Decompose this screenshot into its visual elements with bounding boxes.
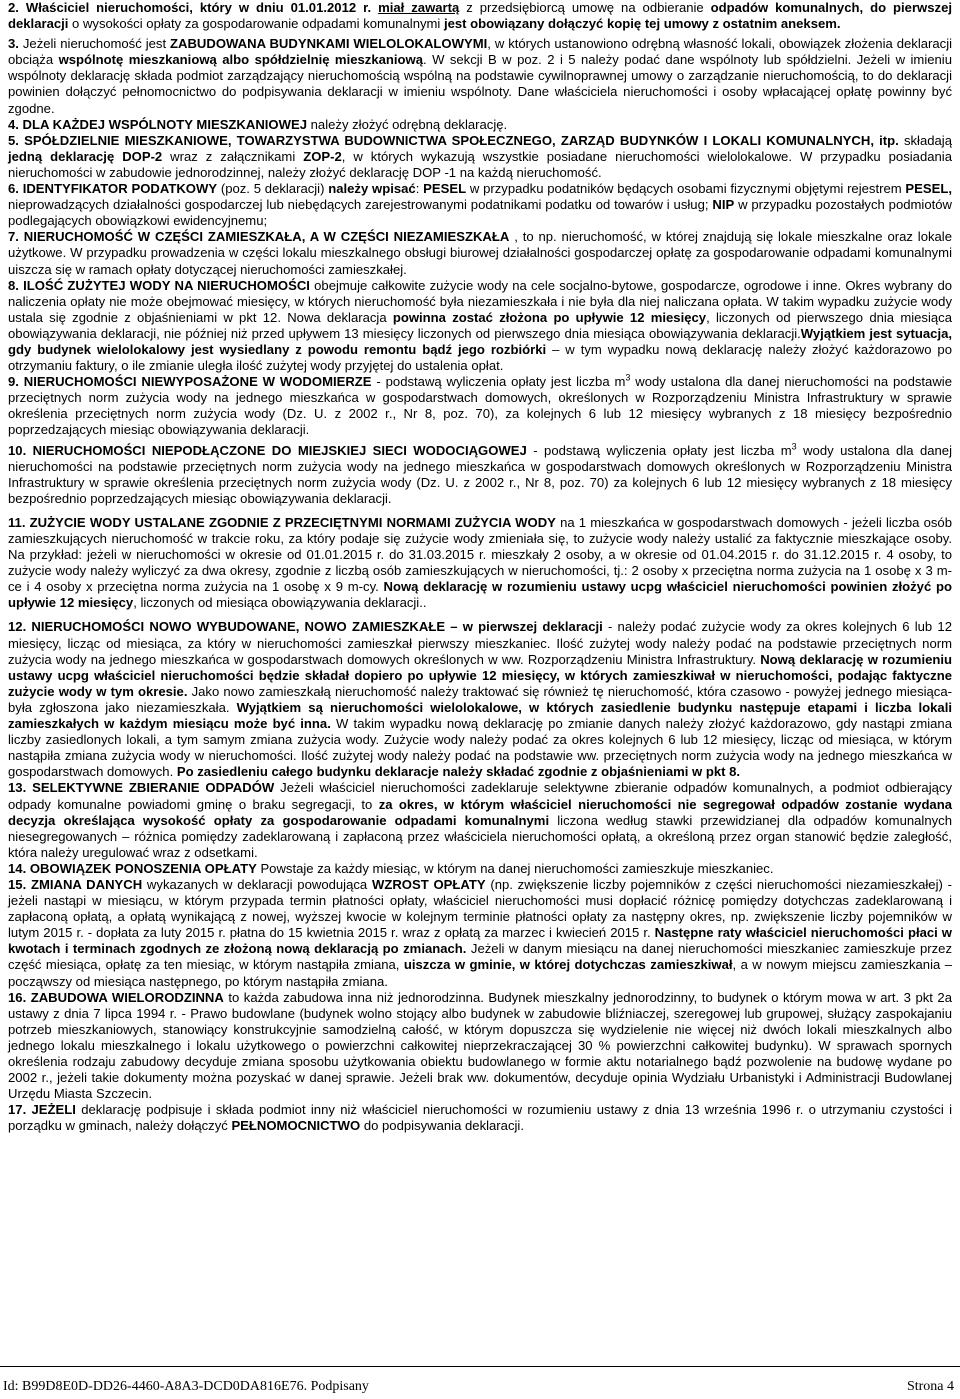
section-5-text-4: W przypadku posiadania nieruchomości w zabudowie jednorodzinnej, należy złożyć deklarację DOP -1 na każdą nieruchomość. xyxy=(8,148,952,180)
section-7-text: , to np. nieruchomość, w której znajdują się lokale mieszkalne oraz lokale użytkowe. W przypadku prowadzenia w części lokalu mieszkalnego obsługi biurowej działalności gospodarczej opłatę za gospodarowanie odpadami komunalnymi uiszcza się w ramach opłaty dotyczącej nieruchomości zamieszkałej. xyxy=(8,229,952,277)
section-2-text-2: o wysokości opłaty za gospodarowanie odpadami komunalnymi xyxy=(68,16,444,32)
section-6-heading: 6. IDENTYFIKATOR PODATKOWY xyxy=(8,181,218,197)
section-8-bold: powinna zostać złożona po upływie 12 miesięcy xyxy=(392,309,707,325)
section-11-text-2: , liczonych od miesiąca obowiązywania deklaracji.. xyxy=(133,595,427,611)
section-8 xyxy=(8,278,952,375)
section-6-text-2: : xyxy=(415,181,424,197)
section-12-heading: 12. NIERUCHOMOŚCI NOWO WYBUDOWANE, NOWO ZAMIESZKAŁE – w pierwszej deklaracji xyxy=(8,619,603,635)
section-3-text: Jeżeli nieruchomość jest xyxy=(22,36,171,52)
section-8-text-2: , liczonych od pierwszego dnia miesiąca obowiązywania deklaracji, nie później niż przed upływem 13 miesięcy liczonych od pierwszego dnia miesiąca obowiązywania deklaracji. xyxy=(8,309,952,341)
section-13-text: Jeżeli właściciel nieruchomości zadeklaruje selektywne zbieranie odpadów komunalnych, a podmiot odbierający odpady komunalne powiadomi gminę o braku segregacji, to xyxy=(8,780,952,812)
section-15-text-3: Jeżeli w danym miesiącu na danej nieruchomości mieszkaniec zamieszkuje przez część miesiąca, opłatę za ten miesiąc, w którym nastąpiła zmiana, xyxy=(8,941,952,973)
section-15-bold-3: uiszcza w gminie, w której dotychczas zamieszkiwał xyxy=(403,957,733,973)
section-14-text: Powstaje za każdy miesiąc, w którym na danej nieruchomości zamieszkuje mieszkaniec. xyxy=(256,860,774,876)
section-3 xyxy=(8,36,952,116)
section-2-bold-2: jest obowiązany dołączyć kopię tej umowy z ostatnim aneksem. xyxy=(443,16,841,32)
section-3-text-4: Jeżeli w imieniu wspólnoty deklarację składa podmiot zarządzający nieruchomością wspólną na podstawie cywilnoprawnej umowy o zarządzanie nieruchomością, to do deklaracji powinien dołączyć pełnomocnictwo do podpisywania deklaracji w imieniu wspólnoty. Dane właściciela nieruchomości i osoby wpłacającej opłatę powinny być zgodne. xyxy=(8,52,952,116)
section-9-text: - podstawą wyliczenia opłaty jest liczba m xyxy=(371,374,626,390)
document-id: Id: B99D8E0D-DD26-4460-A8A3-DCD0DA816E76. Podpisany xyxy=(3,1379,369,1394)
section-12-bold: Nową deklarację w rozumieniu ustawy ucpg właściciel nieruchomości będzie składał dopiero po upływie 12 miesięcy, w których zamieszkiwał w nieruchomości, podając faktyczne zużycie wody w tym okresie. xyxy=(8,651,952,699)
section-5-text: składają xyxy=(898,132,952,148)
section-5-bold-2: ZOP-2 xyxy=(303,148,342,164)
section-9-text-2: wody ustalona dla danej nieruchomości na podstawie przeciętnych norm zużycia wody na jednego mieszkańca w gospodarstwach domowych, określonych w Rozporządzeniu Ministra Infrastruktury w sprawie określenia przeciętnych norm zużycia wody (Dz. U. z 2002 r., Nr 8, poz. 70), za kolejnych 6 lub 12 miesięcy wybranych z 18 miesięcy bezpośrednio poprzedzających miesiąc obowiązywania deklaracji. xyxy=(8,374,952,438)
section-4 xyxy=(8,117,952,133)
section-4-text: należy złożyć odrębną deklarację. xyxy=(307,116,508,132)
section-17-heading: 17. JEŻELI xyxy=(8,1102,76,1118)
section-8-text: obejmuje całkowite zużycie wody na cele socjalno-bytowe, gospodarcze, ogrodowe i inne. Okres wybrany do naliczenia opłaty nie może obejmować miesięcy, w których nieruchomość była niezamieszkała i nie była dla niej naliczana opłata. W takim wypadku zużycie wody ustala się zgodnie z objaśnieniami w pkt 12. Nowa deklaracja xyxy=(8,277,953,325)
section-15-heading: 15. ZMIANA DANYCH xyxy=(8,876,143,892)
section-6-text-5: w przypadku pozostałych podmiotów podlegających obowiązkowi ewidencyjnemu; xyxy=(8,197,952,229)
section-6-bold: należy wpisać xyxy=(328,181,416,197)
section-10 xyxy=(8,443,952,507)
section-12-text: - należy podać zużycie wody za okres kolejnych 6 lub 12 miesięcy, licząc od miesiąca, za który w nieruchomości zamieszkał pierwszy mieszkaniec. Ilość zużytej wody należy podać na podstawie przeciętnych norm zużycia wody na jednego mieszkańca w gospodarstwach domowych określonych w ww. Rozporządzeniu Ministra Infrastruktury. xyxy=(8,619,952,667)
section-6-pesel-2: PESEL, xyxy=(905,181,952,197)
section-8-heading: 8. ILOŚĆ ZUŻYTEJ WODY NA NIERUCHOMOŚCI xyxy=(8,277,310,293)
section-13 xyxy=(8,780,952,860)
section-15 xyxy=(8,877,952,990)
section-16-text: to każda zabudowa inna niż jednorodzinna. Budynek mieszkalny jednorodzinny, to budynek o którym mowa w art. 3 pkt 2a ustawy z dnia 7 lipca 1994 r. - Prawo budowlane (budynek wolno stojący albo budynek w zabudowie bliźniaczej, szeregowej lub grupowej, służący zaspokajaniu potrzeb mieszkaniowych, stanowiący konstrukcyjnie samodzielną całość, w którym dopuszcza się wydzielenie nie więcej niż dwóch lokali mieszkalnych albo jednego lokalu mieszkalnego i lokalu użytkowego o powierzchni całkowitej nieprzekraczającej 30 % powierzchni całkowitej budynku). W sprawach spornych określenia rodzaju zabudowy decyduje zmiana sposobu użytkowania obiektu budowlanego w formie aktu notarialnego bądź pozwolenie na budowę wydane po 2002 r., jeżeli takie dokumenty można pozyskać w danej sprawie. Jeżeli brak ww. dokumentów, decyduje opinia Wydziału Urbanistyki i Administracji Budowlanej Urzędu Miasta Szczecin. xyxy=(8,989,952,1102)
section-15-bold-2: Następne raty właściciel nieruchomości płaci w kwotach i terminach zgodnych ze złożoną nową deklaracją po zmianach. xyxy=(8,925,952,957)
section-16 xyxy=(8,990,952,1103)
section-17-bold: PEŁNOMOCNICTWO xyxy=(231,1118,361,1134)
section-12 xyxy=(8,619,952,780)
section-15-text: wykazanych w deklaracji powodująca xyxy=(142,876,372,892)
section-10-heading: 10. NIERUCHOMOŚCI NIEPODŁĄCZONE DO MIEJSKIEJ SIECI WODOCIĄGOWEJ xyxy=(8,442,527,458)
section-15-bold: WZROST OPŁATY xyxy=(371,876,486,892)
section-6 xyxy=(8,181,952,229)
section-14-heading: 14. OBOWIĄZEK PONOSZENIA OPŁATY xyxy=(8,860,257,876)
section-12-bold-2: Wyjątkiem są nieruchomości wielolokalowe, w których zasiedlenie budynku następuje etapami i liczba lokali zamieszkałych w każdym miesiącu może być inna. xyxy=(8,699,952,732)
section-7-heading: 7. NIERUCHOMOŚĆ W CZĘŚCI ZAMIESZKAŁA, A W CZĘŚCI NIEZAMIESZKAŁA xyxy=(8,229,510,245)
section-16-heading: 16. ZABUDOWA WIELORODZINNA xyxy=(8,989,224,1005)
section-8-text-3: – w tym wypadku nową deklarację należy złożyć każdorazowo po otrzymaniu faktury, o ile zmianie uległa ilość zużytej wody przyjętej do ustalenia opłat. xyxy=(8,341,952,374)
section-6-text: (poz. 5 deklaracji) xyxy=(217,181,329,197)
section-13-bold: za okres, w którym właściciel nieruchomości nie segregował odpadów zostanie wydana decyzja określająca wysokość opłaty za gospodarowanie odpadami komunalnymi xyxy=(8,796,952,828)
section-12-text-2: Jako nowo zamieszkałą nieruchomość należy traktować się również tę nieruchomość, która czasowo - powyżej jednego miesiąca- była zgłoszona jako niezamieszkała. xyxy=(8,683,953,715)
section-13-heading: 13. SELEKTYWNE ZBIERANIE ODPADÓW xyxy=(8,780,275,796)
section-11-heading: 11. ZUŻYCIE WODY USTALANE ZGODNIE Z PRZECIĘTNYMI NORMAMI ZUŻYCIA WODY xyxy=(8,514,556,530)
section-15-text-4: , a w nowym miejscu zamieszkania – począwszy od miesiąca następnego, po którym nastąpiła zmiana. xyxy=(8,957,952,989)
section-9-heading: 9. NIERUCHOMOŚCI NIEWYPOSAŻONE W WODOMIERZE xyxy=(8,374,372,390)
section-6-text-4: nieprowadzących działalności gospodarczej lub niebędących zarejestrowanymi podatnikami podatku od towarów i usług; xyxy=(8,197,713,213)
section-12-text-3: W takim wypadku nową deklarację po zmianie danych należy złożyć każdorazowo, gdy nastąpi zmiana liczby zasiedlonych lokali, a tym samym zmiana zużycia wody. Zużycie wody należy podać za okres kolejnych 6 lub 12 miesięcy, licząc od miesiąca, w którym nastąpiła zmiana zużycia wody w nieruchomości. Ilość zużytej wody należy podać na podstawie ww. przeciętnych norm zużycia wody na jednego mieszkańca w gospodarstwach domowych. xyxy=(8,716,952,780)
section-11-bold: Nową deklarację w rozumieniu ustawy ucpg właściciel nieruchomości powinien złożyć po upływie 12 miesięcy xyxy=(8,579,952,611)
section-5-text-2: wraz z załącznikami xyxy=(162,148,304,164)
page-number: Strona 4 xyxy=(906,1379,954,1394)
document-body xyxy=(8,0,952,1134)
section-3-number: 3. xyxy=(8,36,23,52)
section-14 xyxy=(8,861,952,877)
section-2-bold: odpadów komunalnych, do pierwszej deklaracji xyxy=(8,0,952,32)
section-6-text-3: w przypadku podatników będących osobami fizycznymi objętymi rejestrem xyxy=(466,181,906,197)
section-3-text-2: , w których ustanowiono odrębną własność lokali, obowiązek złożenia deklaracji obciąża xyxy=(8,36,953,68)
section-2 xyxy=(8,0,952,32)
section-11-text: na 1 mieszkańca w gospodarstwach domowych - jeżeli liczba osób zamieszkujących nieruchomość w trakcie roku, za który podaje się zużycie wody zmieniała się, to zużycie wody należy ustalić za faktycznie mieszkające osoby. Na przykład: jeżeli w nieruchomości w okresie od 01.01.2015 r. do 31.03.2015 r. mieszkały 2 osoby, a w okresie od 01.04.2015 r. do 31.12.2015 r. 4 osoby, to zużycie wody należy wyliczyć za dwa okresy, zgodnie z liczbą osób zamieszkujących w nieruchomości, tj.: 2 osoby x przeciętna norma zużycia na 1 osobę x 3 m-ce i 4 osoby x przeciętna norma zużycia na 1 osobę x 9 m-cy. xyxy=(8,514,952,595)
section-6-nip: NIP xyxy=(712,197,735,213)
section-15-text-2: (np. zwiększenie liczby pojemników z części nieruchomości niezamieszkałej) - jeżeli nastąpi w miesiącu, w którym przypada termin płatności opłaty, właściciel nieruchomości musi dopłacić różnicę pomiędzy dotychczas zadeklarowaną i zapłaconą opłatą, a opłatą wynikającą z nowej, wyższej kwocie w kolejnym terminie płatności opłaty za następny okres, np. zwiększenie liczby pojemników w lutym 2015 r. - dopłata za luty 2015 r. płatna do 15 kwietnia 2015 r. wraz z opłatą za marzec i kwiecień 2015 r. xyxy=(8,876,952,941)
section-2-lead: 2. Właściciel nieruchomości, który w dniu 01.01.2012 r. xyxy=(8,0,379,15)
section-7 xyxy=(8,229,952,277)
section-17-text: deklarację podpisuje i składa podmiot inny niż właściciel nieruchomości w rozumieniu ustawy z dnia 13 września 1996 r. o utrzymaniu czystości i porządku w gminach, należy dołączyć xyxy=(8,1102,952,1134)
section-3-heading: ZABUDOWANA BUDYNKAMI WIELOLOKALOWYMI xyxy=(170,36,488,52)
section-11 xyxy=(8,515,952,612)
section-17 xyxy=(8,1102,952,1134)
section-13-text-2: liczona według stawki przewidzianej dla odpadów komunalnych niesegregowanych – różnica pomiędzy zadeklarowaną i zapłaconą przez właściciela nieruchomości opłatą, a określoną przez organ stanowić będzie zaległość, która należy uregulować wraz z odsetkami. xyxy=(8,812,953,860)
section-5-text-3: , w których wykazują wszystkie posiadane nieruchomości wielolokalowe. xyxy=(341,148,792,164)
section-12-bold-3: Po zasiedleniu całego budynku deklaracje należy składać zgodnie z objaśnieniami w pkt 8. xyxy=(176,764,741,780)
section-17-text-2: do podpisywania deklaracji. xyxy=(360,1118,524,1134)
section-3-bold: wspólnotę mieszkaniową albo spółdzielnię mieszkaniową xyxy=(58,52,423,68)
section-2-emphasis: miał zawartą xyxy=(378,0,460,15)
footer-divider xyxy=(0,1366,960,1367)
section-10-superscript: 3 xyxy=(791,441,797,452)
section-6-pesel: PESEL xyxy=(423,181,467,197)
section-9 xyxy=(8,374,952,438)
section-9-superscript: 3 xyxy=(625,372,631,383)
section-10-text-2: wody ustalona dla danej nieruchomości na podstawie przeciętnych norm zużycia wody na jednego mieszkańca w gospodarstwach domowych określonych w Rozporządzeniu Ministra Infrastruktury w sprawie określenia przeciętnych norm zużycia wody (Dz. U. z 2002 r., Nr 8, poz. 70) za kolejnych 6 lub 12 miesięcy wybranych z 18 miesięcy bezpośrednio poprzedzających miesiąc obowiązywania deklaracji. xyxy=(8,442,952,506)
section-4-heading: 4. DLA KAŻDEJ WSPÓLNOTY MIESZKANIOWEJ xyxy=(8,116,307,132)
section-5-bold: jedną deklarację DOP-2 xyxy=(8,148,163,164)
section-3-text-3: . W sekcji B w poz. 2 i 5 należy podać dane wspólnoty lub spółdzielni. xyxy=(423,52,852,68)
section-10-text: - podstawą wyliczenia opłaty jest liczba m xyxy=(526,442,792,458)
section-2-text: z przedsiębiorcą umowę na odbieranie xyxy=(459,0,711,15)
section-8-bold-2: Wyjątkiem jest sytuacja, gdy budynek wielolokalowy jest wysiedlany z powodu remontu bądź jego rozbiórki xyxy=(8,325,952,357)
section-5 xyxy=(8,133,952,181)
section-5-heading: 5. SPÓŁDZIELNIE MIESZKANIOWE, TOWARZYSTWA BUDOWNICTWA SPOŁECZNEGO, ZARZĄD BUDYNKÓW I LOKALI KOMUNALNYCH, itp. xyxy=(8,132,899,148)
